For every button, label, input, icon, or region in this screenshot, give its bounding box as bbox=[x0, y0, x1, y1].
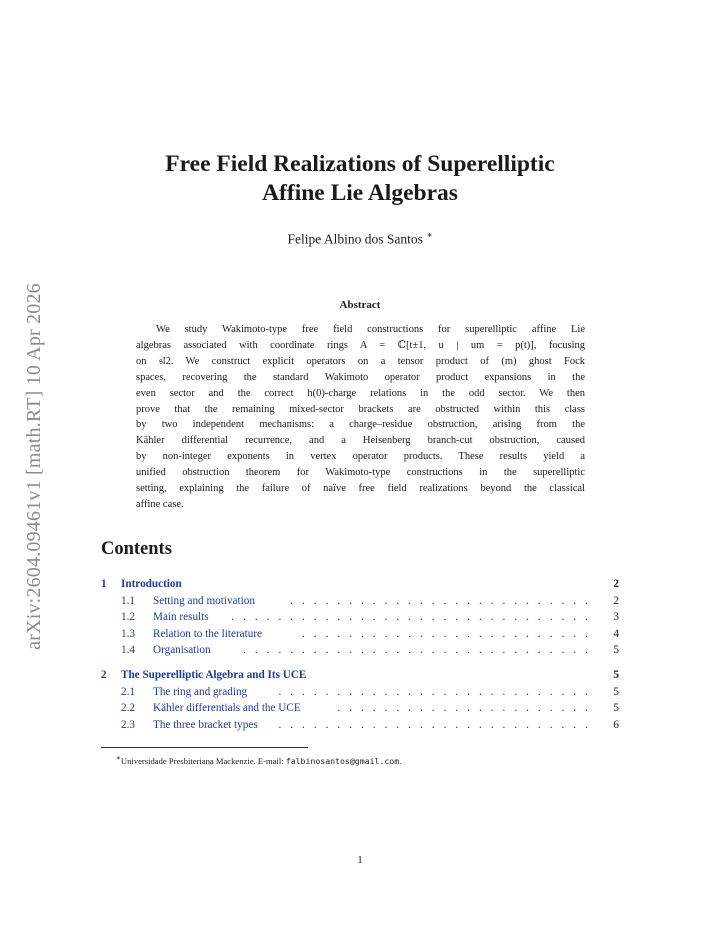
footnote-end: . bbox=[399, 755, 402, 766]
abstract-line: spaces, recovering the standard Wakimoto operator product expansions in the bbox=[136, 371, 585, 383]
abstract-line: algebras associated with coordinate rings A = ℂ[t±1, u | um = p(t)], focusing bbox=[136, 339, 585, 351]
toc-number: 1.3 bbox=[121, 627, 135, 640]
toc-number: 1.4 bbox=[121, 644, 135, 657]
abstract-line: by non-integer exponents in vertex operator products. These results yield a bbox=[136, 451, 585, 463]
abstract-line: affine case. bbox=[136, 498, 184, 510]
footnote bbox=[116, 753, 401, 766]
toc-leader-dots: . . . . . . . . . . . . . . . . . . . . . . bbox=[337, 702, 591, 715]
toc-subsection-1-2[interactable] bbox=[101, 609, 619, 626]
author-line bbox=[100, 230, 620, 248]
abstract-line: We study Wakimoto-type free field constructions for superelliptic affine Lie bbox=[156, 324, 585, 335]
toc-label: Introduction bbox=[121, 578, 182, 590]
toc-page: 6 bbox=[613, 718, 619, 731]
abstract-line: setting, explaining the failure of naïve free field realizations beyond the classical bbox=[136, 483, 585, 495]
contents-heading: Contents bbox=[101, 539, 172, 559]
toc-page: 5 bbox=[613, 702, 619, 715]
footnote-affiliation: Universidade Presbiteriana Mackenzie. E-mail: bbox=[120, 755, 286, 766]
abstract-line: even sector and the correct h(0)-charge relations in the odd sector. We then bbox=[136, 387, 585, 399]
toc-subsection-2-1[interactable] bbox=[101, 684, 619, 701]
toc-subsection-2-3[interactable] bbox=[101, 717, 619, 734]
footnote-mark: ∗ bbox=[116, 754, 121, 762]
toc-leader-dots: . . . . . . . . . . . . . . . . . . . . . . . . . . . bbox=[278, 718, 591, 731]
abstract-line: by two independent mechanisms: a charge–residue obstruction, arising from the bbox=[136, 419, 585, 431]
toc-leader-dots: . . . . . . . . . . . . . . . . . . . . . . . . . . . bbox=[278, 685, 591, 698]
author-name: Felipe Albino dos Santos bbox=[287, 231, 423, 247]
toc-number: 1 bbox=[101, 578, 107, 590]
title-line-2: Affine Lie Algebras bbox=[262, 180, 458, 206]
toc-page: 5 bbox=[613, 685, 619, 698]
toc-leader-dots: . . . . . . . . . . . . . . . . . . . . . . . . . bbox=[302, 627, 591, 640]
toc-subsection-2-2[interactable] bbox=[101, 700, 619, 717]
toc-leader-dots: . . . . . . . . . . . . . . . . . . . . . . . . . . . . . . bbox=[243, 644, 591, 657]
abstract-heading: Abstract bbox=[339, 299, 381, 311]
toc-page: 3 bbox=[613, 611, 619, 624]
toc-label: Setting and motivation bbox=[153, 594, 255, 607]
footnote-rule bbox=[101, 747, 308, 748]
footnote-email-link[interactable]: falbinosantos@gmail.com bbox=[285, 755, 400, 766]
toc-number: 2.1 bbox=[121, 685, 135, 698]
toc-section-2[interactable] bbox=[101, 667, 619, 684]
abstract-line: Kähler differential recurrence, and a Heisenberg branch-cut obstruction, caused bbox=[136, 435, 585, 447]
toc-label: Organisation bbox=[153, 644, 211, 657]
toc-number: 1.1 bbox=[121, 594, 135, 607]
toc-leader-dots: . . . . . . . . . . . . . . . . . . . . . . . . . . bbox=[290, 594, 591, 607]
toc-label: The ring and grading bbox=[153, 685, 248, 698]
abstract-line: prove that the remaining mixed-sector brackets are obstructed within this class bbox=[136, 403, 585, 415]
toc-label: Relation to the literature bbox=[153, 627, 263, 640]
table-of-contents bbox=[101, 576, 619, 733]
abstract-body bbox=[136, 322, 585, 513]
toc-subsection-1-3[interactable] bbox=[101, 626, 619, 643]
toc-section-1[interactable] bbox=[101, 576, 619, 593]
author-footnote-mark[interactable]: ∗ bbox=[426, 230, 433, 240]
arxiv-side-stamp bbox=[14, 246, 54, 686]
toc-number: 2.2 bbox=[121, 702, 135, 715]
toc-page: 4 bbox=[613, 627, 619, 640]
toc-page: 2 bbox=[613, 594, 619, 607]
paper-title bbox=[100, 150, 620, 208]
toc-subsection-1-4[interactable] bbox=[101, 642, 619, 659]
toc-label: The Superelliptic Algebra and Its UCE bbox=[121, 668, 307, 681]
toc-label: Main results bbox=[153, 611, 209, 624]
toc-page: 5 bbox=[613, 668, 619, 681]
toc-leader-dots: . . . . . . . . . . . . . . . . . . . . . . . . . . . . . . . bbox=[231, 611, 591, 624]
toc-page: 2 bbox=[613, 578, 619, 590]
arxiv-identifier: arXiv:2604.09461v1 [math.RT] 10 Apr 2026 bbox=[22, 282, 45, 650]
toc-subsection-1-1[interactable] bbox=[101, 593, 619, 610]
toc-label: The three bracket types bbox=[153, 718, 258, 731]
abstract-line: unified obstruction theorem for Wakimoto-type constructions in the superelliptic bbox=[136, 467, 585, 479]
toc-label: Kähler differentials and the UCE bbox=[153, 702, 301, 715]
page-number: 1 bbox=[357, 854, 363, 866]
abstract-line: on 𝔰𝔩2. We construct explicit operators on a tensor product of (m) ghost Fock bbox=[136, 355, 585, 367]
toc-number: 1.2 bbox=[121, 611, 135, 624]
toc-number: 2 bbox=[101, 668, 107, 681]
title-line-1: Free Field Realizations of Superelliptic bbox=[165, 151, 555, 177]
toc-number: 2.3 bbox=[121, 718, 135, 731]
toc-page: 5 bbox=[613, 644, 619, 657]
